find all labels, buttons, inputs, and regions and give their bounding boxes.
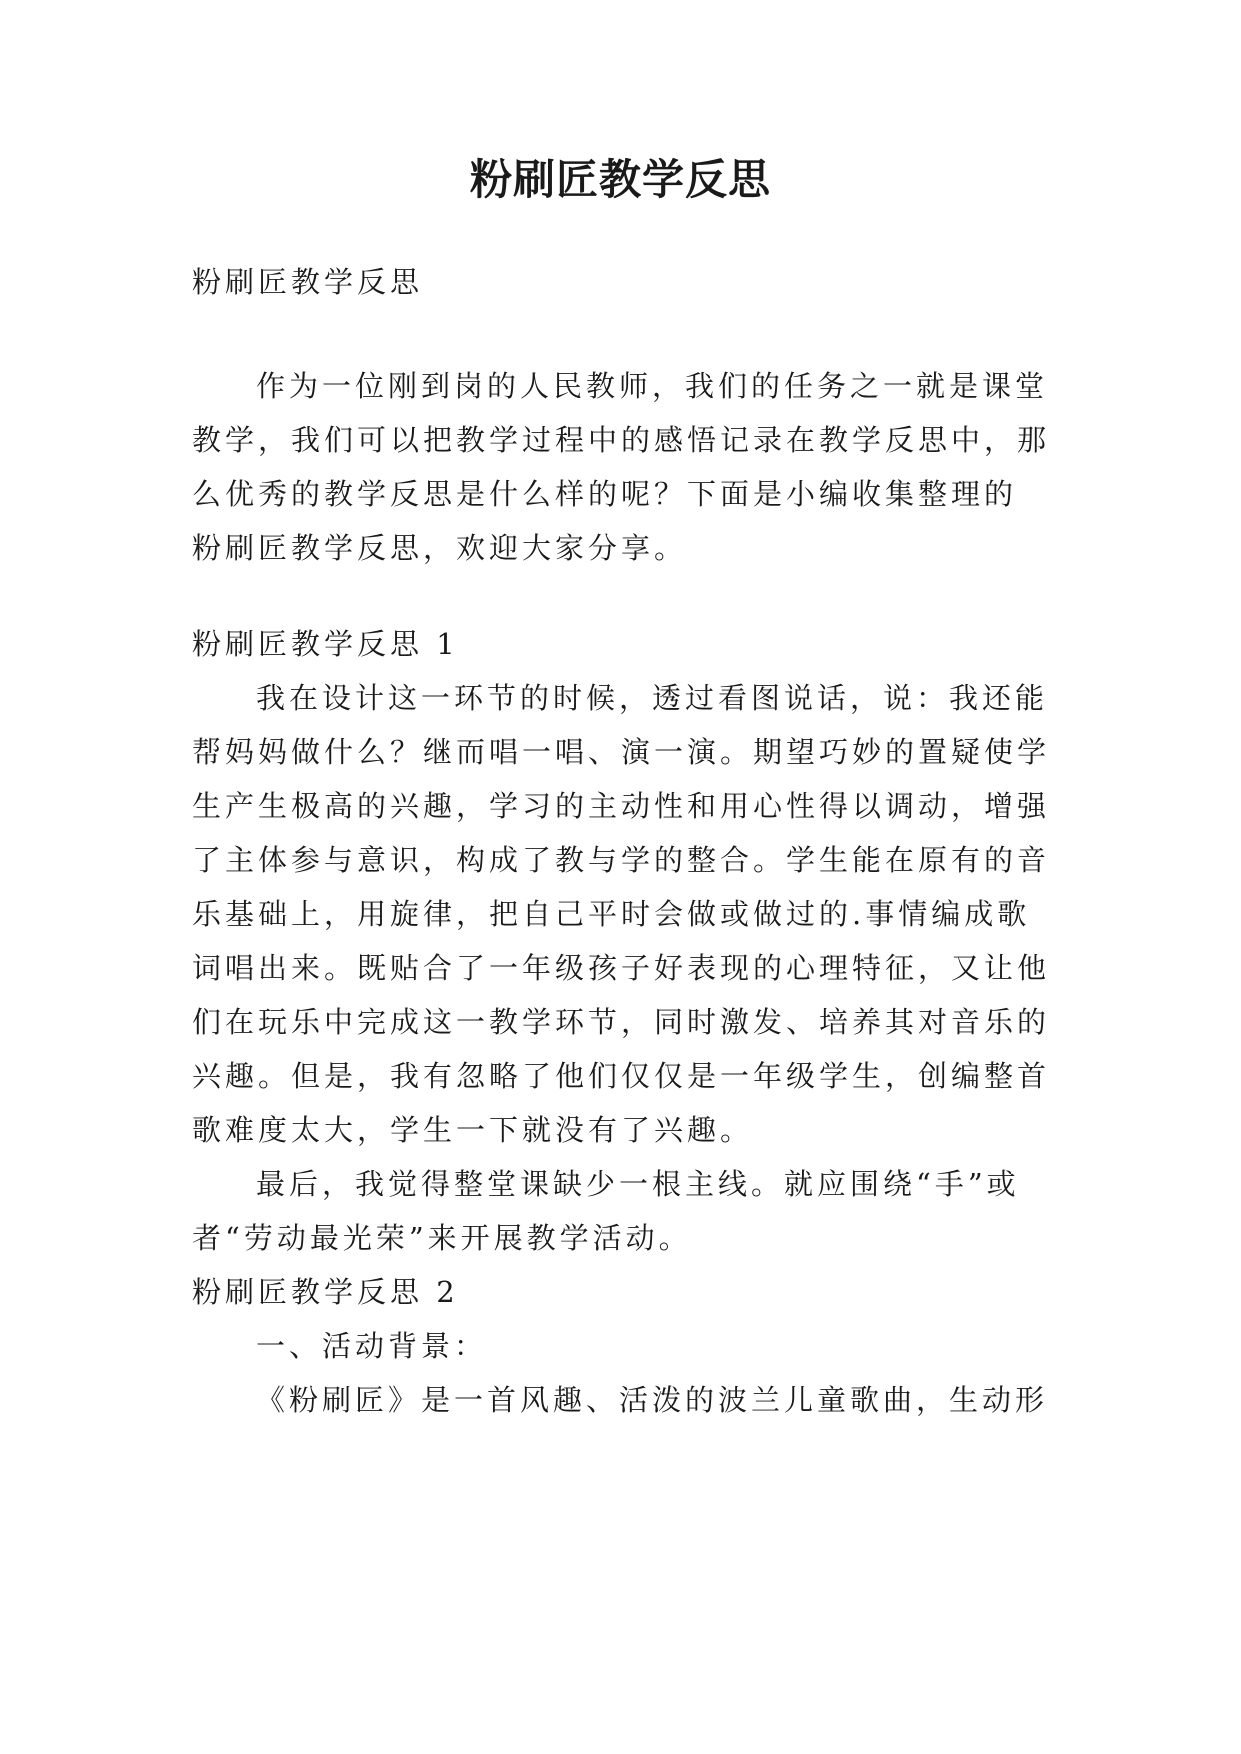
subtitle-line: 粉刷匠教学反思 bbox=[192, 265, 424, 299]
document-title: 粉刷匠教学反思 bbox=[469, 155, 771, 204]
section-heading: 粉刷匠教学反思 2 bbox=[192, 1275, 459, 1309]
paragraph-line: 了主体参与意识，构成了教与学的整合。学生能在原有的音 bbox=[192, 843, 1051, 877]
paragraph-line: 最后，我觉得整堂课缺少一根主线。就应围绕“手”或 bbox=[256, 1167, 1020, 1201]
paragraph-line: 教学，我们可以把教学过程中的感悟记录在教学反思中，那 bbox=[192, 423, 1051, 457]
paragraph-line: 歌难度太大，学生一下就没有了兴趣。 bbox=[192, 1113, 754, 1147]
paragraph-line: 生产生极高的兴趣，学习的主动性和用心性得以调动，增强 bbox=[192, 789, 1051, 823]
paragraph-line: 作为一位刚到岗的人民教师，我们的任务之一就是课堂 bbox=[256, 369, 1049, 403]
paragraph-line: 兴趣。但是，我有忽略了他们仅仅是一年级学生，创编整首 bbox=[192, 1059, 1051, 1093]
paragraph-line: 乐基础上，用旋律，把自己平时会做或做过的.事情编成歌 bbox=[192, 897, 1031, 931]
paragraph-line: 一、活动背景： bbox=[256, 1329, 488, 1363]
paragraph-line: 《粉刷匠》是一首风趣、活泼的波兰儿童歌曲，生动形 bbox=[256, 1383, 1049, 1417]
paragraph-line: 粉刷匠教学反思，欢迎大家分享。 bbox=[192, 531, 688, 565]
paragraph-line: 帮妈妈做什么？继而唱一唱、演一演。期望巧妙的置疑使学 bbox=[192, 735, 1051, 769]
paragraph-line: 么优秀的教学反思是什么样的呢？下面是小编收集整理的 bbox=[192, 477, 1018, 511]
paragraph-line: 者“劳动最光荣”来开展教学活动。 bbox=[192, 1221, 692, 1255]
paragraph-line: 们在玩乐中完成这一教学环节，同时激发、培养其对音乐的 bbox=[192, 1005, 1051, 1039]
paragraph-line: 我在设计这一环节的时候，透过看图说话，说：我还能 bbox=[256, 681, 1049, 715]
paragraph-line: 词唱出来。既贴合了一年级孩子好表现的心理特征，又让他 bbox=[192, 951, 1051, 985]
section-heading: 粉刷匠教学反思 1 bbox=[192, 627, 459, 661]
